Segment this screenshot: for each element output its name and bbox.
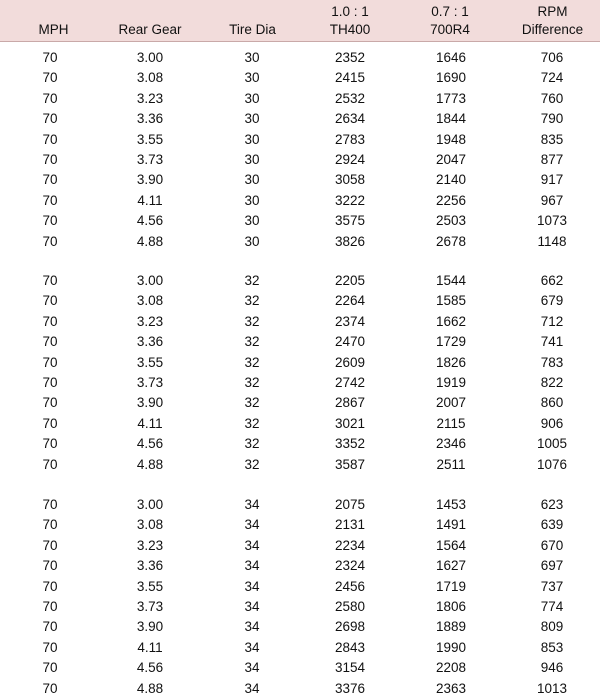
cell-th400-rpm: 2352 — [334, 50, 366, 65]
cell-700r4-rpm: 2503 — [435, 213, 467, 229]
cell-th400-rpm: 2742 — [334, 375, 366, 390]
cell-th400-rpm: 2532 — [334, 90, 366, 106]
table-row — [0, 658, 600, 678]
cell-rpm-difference: 877 — [540, 152, 564, 167]
cell-rear-gear: 3.90 — [136, 619, 164, 635]
cell-700r4-rpm: 1990 — [435, 639, 467, 655]
cell-rear-gear: 3.00 — [136, 273, 164, 288]
cell-mph: 70 — [42, 50, 58, 65]
cell-th400-rpm: 2374 — [334, 313, 366, 329]
table-row — [0, 170, 600, 190]
table-row — [0, 130, 600, 150]
cell-rpm-difference: 822 — [540, 375, 564, 390]
cell-mph: 70 — [42, 70, 58, 86]
cell-700r4-rpm: 2208 — [435, 660, 467, 676]
cell-th400-rpm: 2131 — [334, 517, 366, 533]
cell-tire-dia: 32 — [244, 293, 260, 309]
cell-th400-rpm: 3352 — [334, 436, 366, 452]
cell-rpm-difference: 679 — [540, 293, 564, 309]
cell-th400-rpm: 2609 — [334, 354, 366, 370]
cell-700r4-rpm: 2346 — [435, 436, 467, 452]
cell-th400-rpm: 2234 — [334, 537, 366, 553]
cell-mph: 70 — [42, 680, 58, 696]
table-row — [0, 89, 600, 109]
cell-tire-dia: 32 — [244, 436, 260, 452]
table-row — [0, 150, 600, 170]
cell-tire-dia: 30 — [244, 233, 260, 249]
cell-rpm-difference: 670 — [540, 537, 564, 553]
cell-rpm-difference: 835 — [540, 131, 564, 147]
cell-tire-dia: 34 — [244, 558, 260, 574]
cell-mph: 70 — [42, 375, 58, 390]
table-row — [0, 373, 600, 393]
table-row — [0, 495, 600, 515]
table-row — [0, 515, 600, 535]
cell-700r4-rpm: 2678 — [435, 233, 467, 249]
cell-mph: 70 — [42, 497, 58, 512]
cell-rpm-difference: 639 — [540, 517, 564, 533]
cell-rear-gear: 3.73 — [136, 599, 164, 614]
cell-rpm-difference: 783 — [540, 354, 564, 370]
cell-th400-rpm: 2924 — [334, 152, 366, 167]
cell-tire-dia: 32 — [244, 456, 260, 472]
cell-th400-rpm: 3376 — [334, 680, 366, 696]
cell-rpm-difference: 774 — [540, 599, 564, 614]
table-row — [0, 109, 600, 129]
table-row — [0, 48, 600, 68]
cell-rear-gear: 3.23 — [136, 90, 164, 106]
cell-th400-rpm: 2634 — [334, 111, 366, 127]
table-row — [0, 211, 600, 231]
table-row — [0, 332, 600, 352]
cell-mph: 70 — [42, 415, 58, 431]
cell-th400-rpm: 2470 — [334, 334, 366, 350]
cell-mph: 70 — [42, 273, 58, 288]
cell-mph: 70 — [42, 334, 58, 350]
cell-tire-dia: 34 — [244, 517, 260, 533]
cell-th400-rpm: 3826 — [334, 233, 366, 249]
cell-mph: 70 — [42, 517, 58, 533]
cell-rear-gear: 4.56 — [136, 660, 164, 676]
cell-th400-rpm: 2205 — [334, 273, 366, 288]
cell-700r4-rpm: 1585 — [435, 293, 467, 309]
cell-rear-gear: 3.36 — [136, 558, 164, 574]
cell-rpm-difference: 1005 — [536, 436, 568, 452]
cell-700r4-rpm: 2047 — [435, 152, 467, 167]
cell-700r4-rpm: 1627 — [435, 558, 467, 574]
cell-700r4-rpm: 1564 — [435, 537, 467, 553]
cell-th400-rpm: 2324 — [334, 558, 366, 574]
table-row — [0, 577, 600, 597]
table-row — [0, 393, 600, 413]
cell-rear-gear: 3.90 — [136, 172, 164, 188]
table-row — [0, 232, 600, 252]
table-row — [0, 556, 600, 576]
cell-tire-dia: 30 — [244, 90, 260, 106]
cell-mph: 70 — [42, 172, 58, 188]
cell-700r4-rpm: 1889 — [435, 619, 467, 635]
cell-rear-gear: 4.11 — [137, 415, 163, 431]
cell-th400-rpm: 3575 — [334, 213, 366, 229]
cell-rpm-difference: 946 — [540, 660, 564, 676]
cell-rpm-difference: 906 — [540, 415, 564, 431]
cell-mph: 70 — [42, 233, 58, 249]
table-row — [0, 638, 600, 658]
cell-rpm-difference: 790 — [540, 111, 564, 127]
cell-700r4-rpm: 1453 — [435, 497, 467, 512]
cell-700r4-rpm: 1729 — [435, 334, 467, 350]
cell-th400-rpm: 2698 — [334, 619, 366, 635]
cell-mph: 70 — [42, 619, 58, 635]
cell-tire-dia: 34 — [244, 619, 260, 635]
cell-rpm-difference: 1013 — [536, 680, 568, 696]
cell-mph: 70 — [42, 537, 58, 553]
cell-tire-dia: 30 — [244, 50, 260, 65]
cell-th400-rpm: 3021 — [334, 415, 366, 431]
cell-mph: 70 — [42, 131, 58, 147]
table-row — [0, 312, 600, 332]
cell-700r4-rpm: 1646 — [435, 50, 467, 65]
cell-rear-gear: 3.36 — [136, 111, 164, 127]
cell-tire-dia: 32 — [244, 395, 260, 411]
cell-rear-gear: 3.55 — [136, 354, 164, 370]
cell-mph: 70 — [42, 354, 58, 370]
cell-tire-dia: 30 — [244, 172, 260, 188]
cell-rear-gear: 4.88 — [136, 456, 164, 472]
cell-rpm-difference: 917 — [540, 172, 564, 188]
table-header — [0, 0, 600, 42]
cell-th400-rpm: 2264 — [334, 293, 366, 309]
cell-700r4-rpm: 1719 — [435, 578, 467, 594]
cell-700r4-rpm: 2256 — [435, 192, 467, 208]
header-rpm-label: RPM — [537, 4, 568, 19]
table-row — [0, 434, 600, 454]
cell-700r4-rpm: 1491 — [435, 517, 467, 533]
cell-th400-rpm: 2580 — [334, 599, 366, 614]
cell-tire-dia: 32 — [244, 415, 260, 431]
cell-rpm-difference: 1148 — [537, 233, 567, 249]
cell-rpm-difference: 741 — [540, 334, 564, 350]
cell-rear-gear: 3.73 — [136, 152, 164, 167]
cell-700r4-rpm: 2363 — [435, 680, 467, 696]
cell-rear-gear: 3.23 — [136, 537, 164, 553]
cell-tire-dia: 34 — [244, 660, 260, 676]
cell-mph: 70 — [42, 152, 58, 167]
cell-700r4-rpm: 1544 — [435, 273, 467, 288]
cell-rear-gear: 4.11 — [137, 192, 163, 208]
cell-rear-gear: 4.88 — [136, 233, 164, 249]
cell-mph: 70 — [42, 436, 58, 452]
cell-mph: 70 — [42, 111, 58, 127]
header-difference-label: Difference — [521, 22, 584, 37]
table-row — [0, 536, 600, 556]
table-row — [0, 271, 600, 291]
table-row — [0, 414, 600, 434]
cell-700r4-rpm: 1948 — [435, 131, 467, 147]
cell-th400-rpm: 3058 — [334, 172, 366, 188]
cell-tire-dia: 34 — [244, 680, 260, 696]
cell-rear-gear: 3.55 — [136, 131, 164, 147]
header-th400-label: TH400 — [329, 22, 371, 37]
table-row — [0, 291, 600, 311]
cell-rear-gear: 3.90 — [136, 395, 164, 411]
header-th400-ratio: 1.0 : 1 — [331, 4, 369, 19]
table-row — [0, 679, 600, 699]
cell-mph: 70 — [42, 395, 58, 411]
cell-tire-dia: 34 — [244, 639, 260, 655]
cell-rpm-difference: 809 — [540, 619, 564, 635]
header-rear-gear — [95, 0, 205, 42]
cell-rear-gear: 3.55 — [136, 578, 164, 594]
cell-th400-rpm: 2867 — [334, 395, 366, 411]
cell-tire-dia: 34 — [244, 537, 260, 553]
cell-mph: 70 — [42, 192, 58, 208]
cell-700r4-rpm: 2115 — [436, 415, 466, 431]
cell-th400-rpm: 3587 — [334, 456, 366, 472]
header-tire-dia-label: Tire Dia — [229, 22, 276, 37]
header-mph — [0, 0, 107, 42]
cell-rear-gear: 3.00 — [136, 50, 164, 65]
table-row — [0, 191, 600, 211]
cell-rpm-difference: 1073 — [536, 213, 568, 229]
cell-700r4-rpm: 1844 — [435, 111, 467, 127]
cell-th400-rpm: 2075 — [334, 497, 366, 512]
cell-rpm-difference: 706 — [540, 50, 564, 65]
cell-mph: 70 — [42, 213, 58, 229]
cell-tire-dia: 32 — [244, 334, 260, 350]
header-tire-dia — [205, 0, 300, 42]
cell-700r4-rpm: 1919 — [435, 375, 467, 390]
table-row — [0, 617, 600, 637]
cell-mph: 70 — [42, 293, 58, 309]
cell-rpm-difference: 697 — [540, 558, 564, 574]
cell-700r4-rpm: 1690 — [435, 70, 467, 86]
cell-700r4-rpm: 1826 — [435, 354, 467, 370]
cell-rpm-difference: 760 — [540, 90, 564, 106]
cell-rear-gear: 3.23 — [136, 313, 164, 329]
cell-th400-rpm: 2456 — [334, 578, 366, 594]
cell-tire-dia: 34 — [244, 578, 260, 594]
cell-mph: 70 — [42, 456, 58, 472]
cell-tire-dia: 34 — [244, 599, 260, 614]
table-row — [0, 455, 600, 475]
cell-th400-rpm: 2415 — [334, 70, 366, 86]
cell-tire-dia: 32 — [244, 313, 260, 329]
cell-rpm-difference: 737 — [540, 578, 564, 594]
cell-tire-dia: 30 — [244, 131, 260, 147]
cell-tire-dia: 30 — [244, 152, 260, 167]
cell-700r4-rpm: 2511 — [436, 456, 466, 472]
cell-th400-rpm: 2843 — [334, 639, 366, 655]
header-rear-gear-label: Rear Gear — [118, 22, 182, 37]
cell-mph: 70 — [42, 90, 58, 106]
header-rpm-difference — [505, 0, 600, 42]
cell-rpm-difference: 967 — [540, 192, 564, 208]
cell-700r4-rpm: 1662 — [435, 313, 467, 329]
cell-rear-gear: 4.11 — [137, 639, 163, 655]
cell-rpm-difference: 724 — [540, 70, 564, 86]
cell-rear-gear: 4.88 — [136, 680, 164, 696]
cell-mph: 70 — [42, 660, 58, 676]
cell-mph: 70 — [42, 313, 58, 329]
cell-mph: 70 — [42, 639, 58, 655]
cell-rpm-difference: 712 — [540, 313, 564, 329]
cell-rear-gear: 3.08 — [136, 293, 164, 309]
cell-700r4-rpm: 1806 — [435, 599, 467, 614]
cell-tire-dia: 30 — [244, 213, 260, 229]
cell-rear-gear: 3.08 — [136, 70, 164, 86]
header-700r4 — [400, 0, 500, 42]
cell-rpm-difference: 1076 — [536, 456, 568, 472]
cell-rpm-difference: 853 — [540, 639, 564, 655]
header-700r4-label: 700R4 — [430, 22, 470, 37]
cell-tire-dia: 30 — [244, 111, 260, 127]
cell-rear-gear: 3.00 — [136, 497, 164, 512]
cell-th400-rpm: 3222 — [334, 192, 366, 208]
table-row — [0, 68, 600, 88]
cell-rear-gear: 4.56 — [136, 213, 164, 229]
cell-tire-dia: 30 — [244, 70, 260, 86]
cell-rpm-difference: 623 — [540, 497, 564, 512]
cell-tire-dia: 34 — [244, 497, 260, 512]
cell-tire-dia: 32 — [244, 375, 260, 390]
header-700r4-ratio: 0.7 : 1 — [431, 4, 469, 19]
header-mph-label: MPH — [38, 22, 69, 37]
cell-700r4-rpm: 2007 — [435, 395, 467, 411]
cell-mph: 70 — [42, 578, 58, 594]
cell-rear-gear: 3.73 — [136, 375, 164, 390]
header-th400 — [300, 0, 400, 42]
cell-700r4-rpm: 1773 — [435, 90, 467, 106]
cell-700r4-rpm: 2140 — [435, 172, 467, 188]
cell-tire-dia: 32 — [244, 354, 260, 370]
cell-rear-gear: 4.56 — [136, 436, 164, 452]
table-row — [0, 597, 600, 617]
cell-tire-dia: 32 — [244, 273, 260, 288]
cell-rpm-difference: 860 — [540, 395, 564, 411]
cell-rear-gear: 3.36 — [136, 334, 164, 350]
cell-th400-rpm: 3154 — [334, 660, 366, 676]
cell-rpm-difference: 662 — [540, 273, 564, 288]
cell-mph: 70 — [42, 558, 58, 574]
cell-rear-gear: 3.08 — [136, 517, 164, 533]
cell-th400-rpm: 2783 — [334, 131, 366, 147]
table-row — [0, 353, 600, 373]
cell-tire-dia: 30 — [244, 192, 260, 208]
cell-mph: 70 — [42, 599, 58, 614]
